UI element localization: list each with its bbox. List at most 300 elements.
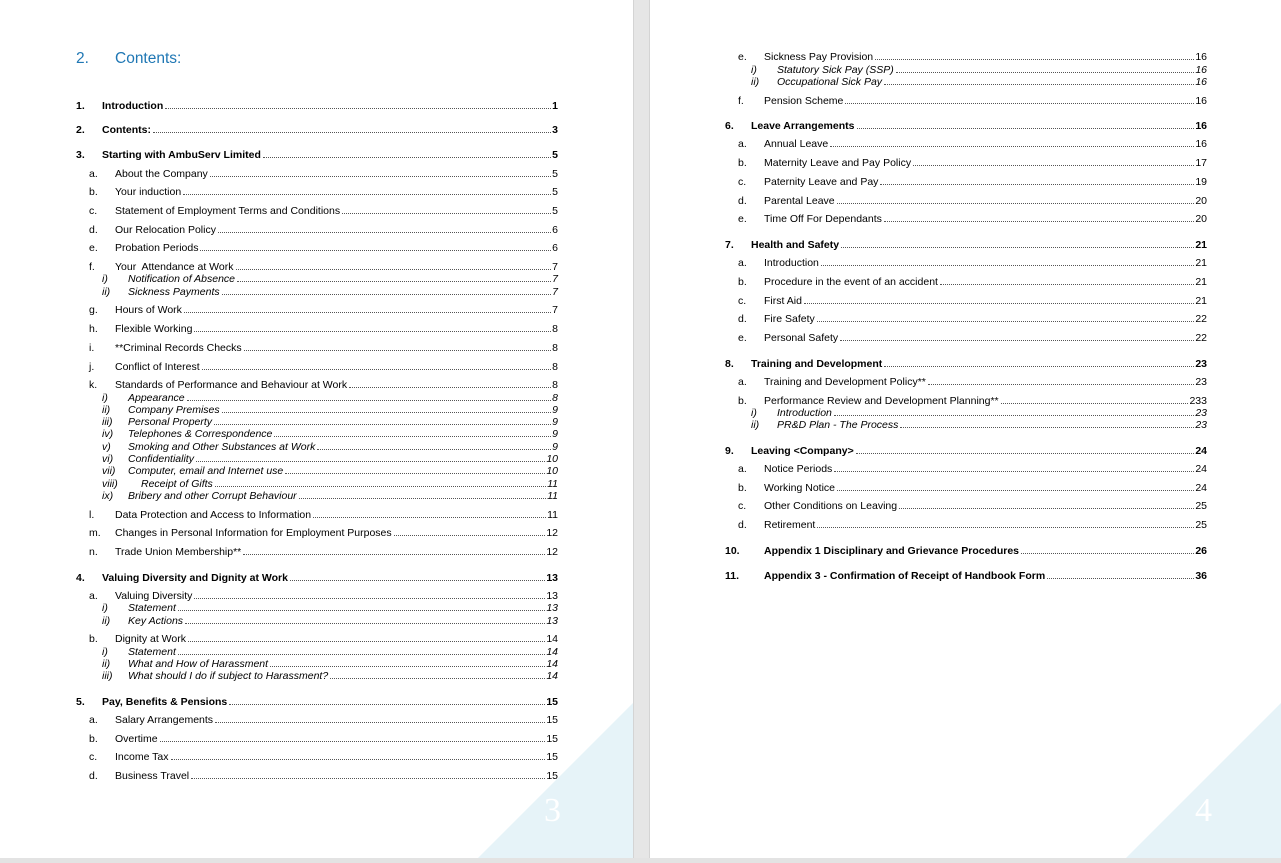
toc-entry[interactable] xyxy=(89,379,558,391)
toc-entry[interactable] xyxy=(102,490,558,502)
toc-dot-leader xyxy=(830,146,1194,147)
toc-entry[interactable] xyxy=(751,407,1207,419)
toc-entry[interactable] xyxy=(89,205,558,217)
toc-entry-number: 1. xyxy=(76,100,85,112)
toc-entry-page-number: 21 xyxy=(1195,295,1207,307)
toc-entry[interactable] xyxy=(738,51,1207,63)
toc-entry-number: b. xyxy=(738,482,747,494)
toc-entry-title: Valuing Diversity and Dignity at Work xyxy=(102,572,288,584)
toc-entry-number: f. xyxy=(89,261,95,273)
toc-entry-number: 8. xyxy=(725,358,734,370)
toc-dot-leader xyxy=(194,331,551,332)
toc-entry[interactable] xyxy=(725,545,1207,557)
toc-entry-page-number: 16 xyxy=(1195,64,1207,76)
toc-dot-leader xyxy=(317,449,551,450)
toc-entry-title: Occupational Sick Pay xyxy=(777,76,883,88)
toc-entry[interactable] xyxy=(89,527,558,539)
toc-entry-number: ii) xyxy=(102,404,111,416)
toc-entry-page-number: 21 xyxy=(1195,257,1207,269)
toc-entry-title: Statement xyxy=(128,602,176,614)
toc-entry-number: ii) xyxy=(102,615,111,627)
heading-title: Contents: xyxy=(115,50,182,67)
toc-dot-leader xyxy=(837,490,1194,491)
toc-entry[interactable] xyxy=(102,428,558,440)
toc-entry[interactable] xyxy=(725,570,1207,582)
toc-entry-title: Health and Safety xyxy=(751,239,840,251)
toc-entry-page-number: 13 xyxy=(546,590,558,602)
toc-entry[interactable] xyxy=(725,239,1207,251)
toc-entry[interactable] xyxy=(738,276,1207,288)
toc-entry[interactable] xyxy=(76,572,558,584)
toc-dot-leader xyxy=(183,194,551,195)
toc-dot-leader xyxy=(263,157,551,158)
toc-entry-page-number: 20 xyxy=(1195,195,1207,207)
toc-dot-leader xyxy=(187,400,552,401)
toc-entry[interactable] xyxy=(738,463,1207,475)
toc-entry-page-number: 24 xyxy=(1195,445,1207,457)
toc-entry[interactable] xyxy=(89,509,558,521)
toc-entry-number: e. xyxy=(738,332,747,344)
toc-entry[interactable] xyxy=(102,273,558,285)
toc-entry-page-number: 14 xyxy=(546,670,558,682)
toc-dot-leader xyxy=(299,498,546,499)
toc-entry-title: Appendix 1 Disciplinary and Grievance Procedures xyxy=(764,545,1020,557)
toc-dot-leader xyxy=(196,461,545,462)
toc-entry-page-number: 10 xyxy=(546,465,558,477)
toc-dot-leader xyxy=(856,453,1195,454)
toc-entry-number: a. xyxy=(738,463,747,475)
toc-entry-number: c. xyxy=(89,751,98,763)
toc-entry-page-number: 9 xyxy=(552,404,558,416)
toc-dot-leader xyxy=(178,610,545,611)
toc-entry-page-number: 9 xyxy=(552,428,558,440)
toc-entry[interactable] xyxy=(89,361,558,373)
toc-entry-page-number: 11 xyxy=(547,478,558,490)
toc-entry[interactable] xyxy=(738,213,1207,225)
toc-entry-title: Training and Development xyxy=(751,358,883,370)
toc-dot-leader xyxy=(222,294,552,295)
toc-entry-number: iv) xyxy=(102,428,114,440)
toc-entry-number: ii) xyxy=(102,658,111,670)
toc-dot-leader xyxy=(884,366,1194,367)
toc-entry-page-number: 17 xyxy=(1195,157,1207,169)
toc-entry-page-number: 16 xyxy=(1195,120,1207,132)
toc-entry-page-number: 233 xyxy=(1189,395,1207,407)
toc-entry-page-number: 13 xyxy=(546,615,558,627)
toc-entry-title: Working Notice xyxy=(764,482,835,494)
toc-entry-title: Notification of Absence xyxy=(128,273,236,285)
heading-number: 2. xyxy=(76,50,89,67)
toc-entry[interactable] xyxy=(89,224,558,236)
toc-entry[interactable] xyxy=(102,392,558,404)
toc-entry-title: Bribery and other Corrupt Behaviour xyxy=(128,490,297,502)
toc-entry-number: i) xyxy=(751,64,757,76)
toc-entry[interactable] xyxy=(738,376,1207,388)
toc-entry[interactable] xyxy=(751,64,1207,76)
toc-entry-title: Procedure in the event of an accident xyxy=(764,276,938,288)
page-title xyxy=(76,50,181,68)
toc-dot-leader xyxy=(244,350,552,351)
toc-entry-page-number: 13 xyxy=(546,602,558,614)
toc-entry-title: Smoking and Other Substances at Work xyxy=(128,441,316,453)
toc-entry[interactable] xyxy=(738,176,1207,188)
toc-entry-page-number: 14 xyxy=(546,658,558,670)
toc-entry[interactable] xyxy=(738,482,1207,494)
toc-entry-title: Appearance xyxy=(128,392,185,404)
toc-entry[interactable] xyxy=(725,120,1207,132)
toc-entry-page-number: 23 xyxy=(1195,419,1207,431)
toc-entry-number: 10. xyxy=(725,545,740,557)
toc-entry-page-number: 3 xyxy=(552,124,558,136)
toc-entry[interactable] xyxy=(102,646,558,658)
toc-entry-number: c. xyxy=(738,500,747,512)
viewer-bottom-edge xyxy=(0,858,1281,863)
toc-entry-title: Overtime xyxy=(115,733,158,745)
toc-entry-page-number: 12 xyxy=(546,546,558,558)
toc-entry-number: 11. xyxy=(725,570,740,582)
toc-entry-page-number: 5 xyxy=(552,186,558,198)
toc-entry-page-number: 15 xyxy=(546,770,558,782)
toc-entry-number: v) xyxy=(102,441,111,453)
toc-dot-leader xyxy=(218,232,551,233)
toc-entry[interactable] xyxy=(751,76,1207,88)
toc-entry-page-number: 22 xyxy=(1195,313,1207,325)
toc-entry-number: e. xyxy=(738,213,747,225)
toc-entry-page-number: 14 xyxy=(546,633,558,645)
toc-entry-page-number: 8 xyxy=(552,392,558,404)
toc-entry-title: Company Premises xyxy=(128,404,220,416)
toc-entry-page-number: 12 xyxy=(546,527,558,539)
toc-entry-title: Performance Review and Development Planning** xyxy=(764,395,999,407)
toc-entry-page-number: 25 xyxy=(1195,519,1207,531)
toc-entry-title: Introduction xyxy=(764,257,819,269)
toc-entry-number: 4. xyxy=(76,572,85,584)
toc-entry-number: 6. xyxy=(725,120,734,132)
toc-entry-title: Standards of Performance and Behaviour at Work xyxy=(115,379,348,391)
toc-entry-page-number: 15 xyxy=(546,751,558,763)
toc-entry-title: First Aid xyxy=(764,295,802,307)
toc-entry[interactable] xyxy=(102,465,558,477)
toc-entry-number: f. xyxy=(738,95,744,107)
toc-entry[interactable] xyxy=(102,602,558,614)
toc-entry[interactable] xyxy=(738,157,1207,169)
toc-entry-title: Receipt of Gifts xyxy=(141,478,213,490)
toc-entry-page-number: 8 xyxy=(552,323,558,335)
toc-dot-leader xyxy=(185,623,545,624)
document-page-right xyxy=(650,0,1281,858)
toc-entry-title: Income Tax xyxy=(115,751,169,763)
toc-dot-leader xyxy=(834,415,1194,416)
toc-entry-title: Statement of Employment Terms and Conditions xyxy=(115,205,341,217)
toc-entry-number: i. xyxy=(89,342,95,354)
toc-entry[interactable] xyxy=(725,445,1207,457)
toc-entry[interactable] xyxy=(102,404,558,416)
toc-entry-number: l. xyxy=(89,509,95,521)
toc-entry-page-number: 6 xyxy=(552,224,558,236)
toc-entry-number: d. xyxy=(738,313,747,325)
toc-entry-title: Statement xyxy=(128,646,176,658)
toc-dot-leader xyxy=(330,678,545,679)
toc-entry-title: Personal Property xyxy=(128,416,213,428)
toc-entry[interactable] xyxy=(751,419,1207,431)
toc-entry-title: Training and Development Policy** xyxy=(764,376,926,388)
toc-entry-title: Other Conditions on Leaving xyxy=(764,500,898,512)
toc-entry-number: i) xyxy=(102,646,108,658)
toc-entry-title: Statutory Sick Pay (SSP) xyxy=(777,64,894,76)
toc-entry-title: Fire Safety xyxy=(764,313,815,325)
toc-dot-leader xyxy=(875,59,1194,60)
toc-entry-title: Sickness Payments xyxy=(128,286,220,298)
toc-entry-title: Salary Arrangements xyxy=(115,714,214,726)
toc-dot-leader xyxy=(342,213,551,214)
toc-dot-leader xyxy=(884,221,1194,222)
toc-entry-number: ix) xyxy=(102,490,114,502)
toc-entry-number: c. xyxy=(738,295,747,307)
toc-entry-number: n. xyxy=(89,546,98,558)
toc-dot-leader xyxy=(834,471,1194,472)
toc-entry[interactable] xyxy=(738,295,1207,307)
toc-dot-leader xyxy=(153,132,551,133)
toc-entry[interactable] xyxy=(102,286,558,298)
toc-entry-number: a. xyxy=(89,590,98,602)
toc-entry-page-number: 22 xyxy=(1195,332,1207,344)
toc-entry[interactable] xyxy=(76,149,558,161)
toc-dot-leader xyxy=(880,184,1194,185)
toc-entry[interactable] xyxy=(89,323,558,335)
toc-entry-page-number: 21 xyxy=(1195,239,1207,251)
page-number: 4 xyxy=(1195,792,1212,829)
toc-entry-number: iii) xyxy=(102,670,113,682)
toc-entry-title: **Criminal Records Checks xyxy=(115,342,242,354)
toc-dot-leader xyxy=(394,535,546,536)
toc-dot-leader xyxy=(1021,553,1194,554)
toc-dot-leader xyxy=(200,250,551,251)
toc-dot-leader xyxy=(165,108,551,109)
toc-entry-title: Flexible Working xyxy=(115,323,193,335)
toc-entry-page-number: 8 xyxy=(552,361,558,373)
toc-entry[interactable] xyxy=(102,453,558,465)
toc-dot-leader xyxy=(928,384,1194,385)
page-gutter xyxy=(633,0,650,858)
toc-entry-number: a. xyxy=(89,714,98,726)
toc-entry-page-number: 20 xyxy=(1195,213,1207,225)
toc-entry[interactable] xyxy=(89,342,558,354)
toc-entry[interactable] xyxy=(76,124,558,136)
toc-entry-page-number: 5 xyxy=(552,205,558,217)
toc-entry-page-number: 7 xyxy=(552,261,558,273)
toc-entry-title: Personal Safety xyxy=(764,332,839,344)
toc-entry-title: What and How of Harassment xyxy=(128,658,269,670)
page-corner-decoration xyxy=(1126,703,1281,858)
toc-entry-title: Our Relocation Policy xyxy=(115,224,216,236)
toc-entry-page-number: 11 xyxy=(547,509,558,521)
toc-entry-title: Maternity Leave and Pay Policy xyxy=(764,157,912,169)
toc-entry-page-number: 8 xyxy=(552,342,558,354)
toc-entry[interactable] xyxy=(738,257,1207,269)
toc-entry-page-number: 15 xyxy=(546,733,558,745)
toc-dot-leader xyxy=(899,508,1194,509)
toc-dot-leader xyxy=(188,641,545,642)
toc-entry-title: Data Protection and Access to Information xyxy=(115,509,312,521)
toc-entry-number: b. xyxy=(738,395,747,407)
toc-entry[interactable] xyxy=(89,242,558,254)
toc-entry-title: Notice Periods xyxy=(764,463,833,475)
toc-entry-number: d. xyxy=(738,519,747,531)
toc-entry[interactable] xyxy=(738,395,1207,407)
toc-entry-page-number: 10 xyxy=(546,453,558,465)
toc-dot-leader xyxy=(845,103,1194,104)
toc-entry[interactable] xyxy=(76,100,558,112)
toc-entry[interactable] xyxy=(102,416,558,428)
toc-entry[interactable] xyxy=(89,633,558,645)
toc-dot-leader xyxy=(236,269,552,270)
toc-entry[interactable] xyxy=(738,138,1207,150)
toc-entry-title: Retirement xyxy=(764,519,816,531)
toc-entry-title: Leave Arrangements xyxy=(751,120,855,132)
toc-entry-page-number: 16 xyxy=(1195,76,1207,88)
toc-entry-title: Time Off For Dependants xyxy=(764,213,882,225)
toc-entry-title: PR&D Plan - The Process xyxy=(777,419,899,431)
toc-dot-leader xyxy=(896,72,1195,73)
toc-entry[interactable] xyxy=(725,358,1207,370)
toc-dot-leader xyxy=(184,312,551,313)
toc-entry-number: a. xyxy=(738,257,747,269)
toc-entry-title: Dignity at Work xyxy=(115,633,186,645)
toc-entry[interactable] xyxy=(89,304,558,316)
toc-entry[interactable] xyxy=(102,441,558,453)
toc-entry-number: b. xyxy=(89,633,98,645)
toc-entry-page-number: 23 xyxy=(1195,407,1207,419)
toc-entry[interactable] xyxy=(102,478,558,490)
toc-entry-number: b. xyxy=(738,276,747,288)
toc-entry-number: i) xyxy=(102,602,108,614)
toc-entry-number: 5. xyxy=(76,696,85,708)
toc-entry[interactable] xyxy=(738,332,1207,344)
toc-entry-title: Sickness Pay Provision xyxy=(764,51,874,63)
toc-entry[interactable] xyxy=(738,519,1207,531)
toc-entry-number: k. xyxy=(89,379,98,391)
toc-entry-title: Starting with AmbuServ Limited xyxy=(102,149,261,161)
toc-entry[interactable] xyxy=(89,590,558,602)
toc-dot-leader xyxy=(837,203,1195,204)
toc-dot-leader xyxy=(840,340,1194,341)
toc-entry-number: 3. xyxy=(76,149,85,161)
toc-entry-number: b. xyxy=(89,186,98,198)
toc-entry[interactable] xyxy=(89,168,558,180)
toc-entry-title: About the Company xyxy=(115,168,208,180)
toc-entry-number: i) xyxy=(102,273,108,285)
toc-entry-page-number: 8 xyxy=(552,379,558,391)
toc-entry-title: What should I do if subject to Harassment? xyxy=(128,670,329,682)
toc-entry-page-number: 9 xyxy=(552,416,558,428)
toc-entry-number: a. xyxy=(738,376,747,388)
toc-entry-page-number: 7 xyxy=(552,304,558,316)
toc-entry-title: Hours of Work xyxy=(115,304,182,316)
toc-entry-page-number: 24 xyxy=(1195,482,1207,494)
toc-entry[interactable] xyxy=(89,186,558,198)
toc-entry-number: c. xyxy=(89,205,98,217)
toc-entry-page-number: 16 xyxy=(1195,95,1207,107)
toc-entry-page-number: 24 xyxy=(1195,463,1207,475)
toc-entry-number: h. xyxy=(89,323,98,335)
toc-entry-page-number: 16 xyxy=(1195,51,1207,63)
toc-entry[interactable] xyxy=(738,313,1207,325)
page-corner-decoration xyxy=(478,703,633,858)
toc-entry-page-number: 16 xyxy=(1195,138,1207,150)
toc-dot-leader xyxy=(884,84,1194,85)
toc-entry-number: m. xyxy=(89,527,101,539)
toc-entry-number: c. xyxy=(738,176,747,188)
toc-entry[interactable] xyxy=(738,195,1207,207)
toc-entry-title: Introduction xyxy=(777,407,832,419)
toc-entry-page-number: 26 xyxy=(1195,545,1207,557)
toc-entry-title: Telephones & Correspondence xyxy=(128,428,273,440)
toc-entry-page-number: 15 xyxy=(546,714,558,726)
toc-dot-leader xyxy=(313,517,546,518)
toc-entry-page-number: 15 xyxy=(546,696,558,708)
toc-dot-leader xyxy=(913,165,1194,166)
toc-dot-leader xyxy=(290,580,545,581)
toc-entry-page-number: 19 xyxy=(1195,176,1207,188)
toc-entry-title: Contents: xyxy=(102,124,151,136)
toc-entry-number: j. xyxy=(89,361,95,373)
toc-dot-leader xyxy=(178,654,545,655)
toc-dot-leader xyxy=(1047,578,1194,579)
toc-entry-page-number: 6 xyxy=(552,242,558,254)
toc-entry-number: viii) xyxy=(102,478,118,490)
toc-entry-title: Confidentiality xyxy=(128,453,194,465)
toc-entry-title: Pension Scheme xyxy=(764,95,844,107)
toc-entry-page-number: 21 xyxy=(1195,276,1207,288)
toc-dot-leader xyxy=(210,176,551,177)
toc-entry[interactable] xyxy=(102,658,558,670)
toc-dot-leader xyxy=(817,321,1195,322)
toc-entry[interactable] xyxy=(102,615,558,627)
toc-entry-number: vi) xyxy=(102,453,114,465)
toc-entry-title: Business Travel xyxy=(115,770,190,782)
toc-entry-page-number: 7 xyxy=(552,286,558,298)
toc-entry-number: e. xyxy=(738,51,747,63)
toc-dot-leader xyxy=(202,369,552,370)
toc-dot-leader xyxy=(821,265,1194,266)
toc-entry-number: d. xyxy=(89,770,98,782)
toc-entry[interactable] xyxy=(738,500,1207,512)
toc-entry-number: d. xyxy=(89,224,98,236)
toc-entry-title: Parental Leave xyxy=(764,195,835,207)
toc-entry-number: i) xyxy=(102,392,108,404)
toc-entry[interactable] xyxy=(102,670,558,682)
toc-entry-number: d. xyxy=(738,195,747,207)
toc-entry[interactable] xyxy=(89,546,558,558)
toc-dot-leader xyxy=(804,303,1194,304)
toc-entry[interactable] xyxy=(89,261,558,273)
toc-entry-page-number: 23 xyxy=(1195,358,1207,370)
toc-dot-leader xyxy=(857,128,1195,129)
toc-entry-title: Your induction xyxy=(115,186,182,198)
toc-dot-leader xyxy=(285,473,545,474)
toc-dot-leader xyxy=(222,412,552,413)
toc-entry-title: Annual Leave xyxy=(764,138,829,150)
toc-dot-leader xyxy=(349,387,551,388)
toc-entry-number: a. xyxy=(89,168,98,180)
toc-entry-title: Conflict of Interest xyxy=(115,361,200,373)
toc-entry-number: b. xyxy=(738,157,747,169)
toc-entry-page-number: 5 xyxy=(552,168,558,180)
toc-entry-page-number: 11 xyxy=(547,490,558,502)
toc-entry[interactable] xyxy=(738,95,1207,107)
toc-entry-number: g. xyxy=(89,304,98,316)
toc-entry-title: Trade Union Membership** xyxy=(115,546,242,558)
